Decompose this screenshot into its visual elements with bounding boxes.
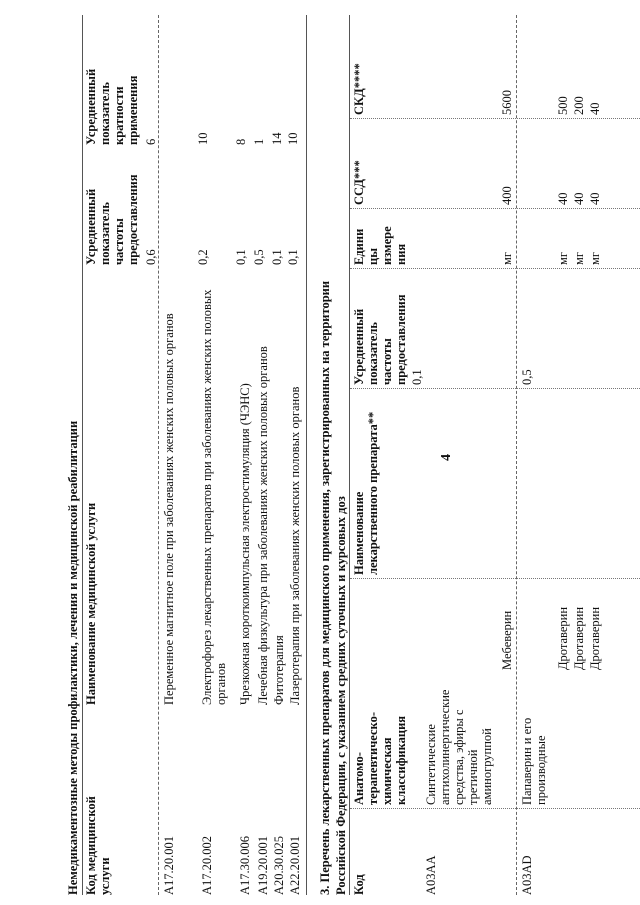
s3-col-divider: [350, 388, 640, 389]
s3-row-unit: мг: [500, 251, 514, 265]
s2-row-code: A17.20.001: [162, 835, 176, 895]
s3-header-code: Код: [352, 874, 366, 895]
s2-row-mult: 8: [234, 138, 248, 145]
s3-row-skd: 5600: [500, 90, 514, 115]
s3-row-ssd: 400: [500, 186, 514, 205]
s3-row-divider: [516, 15, 517, 895]
s2-header-freq-value: 0,6: [144, 249, 158, 265]
s2-row-mult: 10: [286, 132, 300, 145]
s2-row-mult: 1: [252, 138, 266, 145]
s3-row-freq: 0,5: [520, 369, 534, 385]
s3-row-ssd: 40: [556, 192, 570, 205]
s2-row-freq: 0,1: [286, 249, 300, 265]
s2-header-mult-value: 6: [144, 138, 158, 145]
section3-rule-top: [349, 15, 350, 895]
s2-row-freq: 0,1: [234, 249, 248, 265]
section3-title-line1: 3. Перечень лекарственных препаратов для медицинского применения, зарегистрированных на территории: [318, 280, 332, 895]
s2-row-mult: 10: [196, 132, 210, 145]
section2-rule-bottom: [306, 15, 307, 895]
s2-row-code: A22.20.001: [288, 835, 302, 895]
section2-title: Немедикаментозные методы профилактики, лечения и медицинской реабилитации: [66, 420, 80, 895]
s2-row-mult: 14: [270, 132, 284, 145]
s3-row-code: A03AA: [424, 855, 438, 895]
s2-row-code: A17.30.006: [238, 835, 252, 895]
s2-row-name: Переменное магнитное поле при заболеваниях женских половых органов: [162, 313, 176, 705]
s3-row-drug: Мебеверин: [500, 610, 514, 670]
s2-row-code: A20.30.025: [272, 835, 286, 895]
page-number: 4: [439, 454, 454, 461]
s2-header-freq: Усредненный показатель частоты предоставления: [84, 174, 140, 265]
s3-header-drug: Наименование лекарственного препарата**: [352, 411, 380, 575]
s2-row-name: Лазеротерапия при заболеваниях женских половых органов: [288, 386, 302, 705]
s2-row-name: Чрезкожная короткоимпульсная электростимуляция (ЧЭНС): [238, 383, 252, 705]
s3-row-unit: мг: [588, 251, 602, 265]
s3-row-unit: мг: [556, 251, 570, 265]
s2-row-freq: 0,1: [270, 249, 284, 265]
section3-title-line2: Российской Федерации, с указанием средних суточных и курсовых доз: [334, 496, 348, 895]
s3-header-unit: Едини цы измере ния: [352, 226, 408, 265]
s2-row-freq: 0,2: [196, 249, 210, 265]
s3-col-divider: [350, 578, 640, 579]
s3-row-atc: Папаверин и его производные: [520, 717, 548, 805]
s3-col-divider: [350, 118, 640, 119]
s2-row-code: A19.20.001: [256, 835, 270, 895]
s3-col-divider: [350, 208, 640, 209]
s3-row-drug: Дротаверин: [588, 606, 602, 670]
s2-header-name: Наименование медицинской услуги: [84, 502, 98, 705]
section2-rule-top: [82, 15, 83, 895]
s3-row-drug: Дротаверин: [572, 606, 586, 670]
s3-header-freq-value: 0,1: [410, 369, 424, 385]
s3-header-ssd: ССД***: [352, 160, 366, 205]
s3-header-skd: СКД****: [352, 63, 366, 115]
s3-row-unit: мг: [572, 251, 586, 265]
s3-row-code: A03AD: [520, 855, 534, 895]
s3-row-atc: Синтетические антихолинергические средства, эфиры с третичной аминогруппой: [424, 689, 494, 805]
s3-row-skd: 200: [572, 96, 586, 115]
s3-header-atc: Анатомо-терапевтическо-химическая классификация: [352, 711, 408, 805]
s2-row-name: Лечебная физкультура при заболеваниях женских половых органов: [256, 346, 270, 705]
s3-header-freq: Усредненный показатель частоты предоставления: [352, 294, 408, 385]
s2-header-mult: Усредненный показатель кратности применения: [84, 68, 140, 145]
s2-header-divider: [158, 15, 159, 895]
s2-row-freq: 0,5: [252, 249, 266, 265]
s3-row-ssd: 40: [572, 192, 586, 205]
s2-row-code: A17.20.002: [200, 835, 214, 895]
s2-row-name: Фитотерапия: [272, 635, 286, 705]
s3-col-divider: [350, 268, 640, 269]
s2-header-code: Код медицинской услуги: [84, 796, 112, 895]
s3-col-divider: [350, 808, 640, 809]
s3-row-drug: Дротаверин: [556, 606, 570, 670]
s3-row-ssd: 40: [588, 192, 602, 205]
s2-row-name: Электрофорез лекарственных препаратов при заболеваниях женских половых органов: [200, 289, 228, 705]
s3-row-skd: 500: [556, 96, 570, 115]
s3-row-skd: 40: [588, 102, 602, 115]
